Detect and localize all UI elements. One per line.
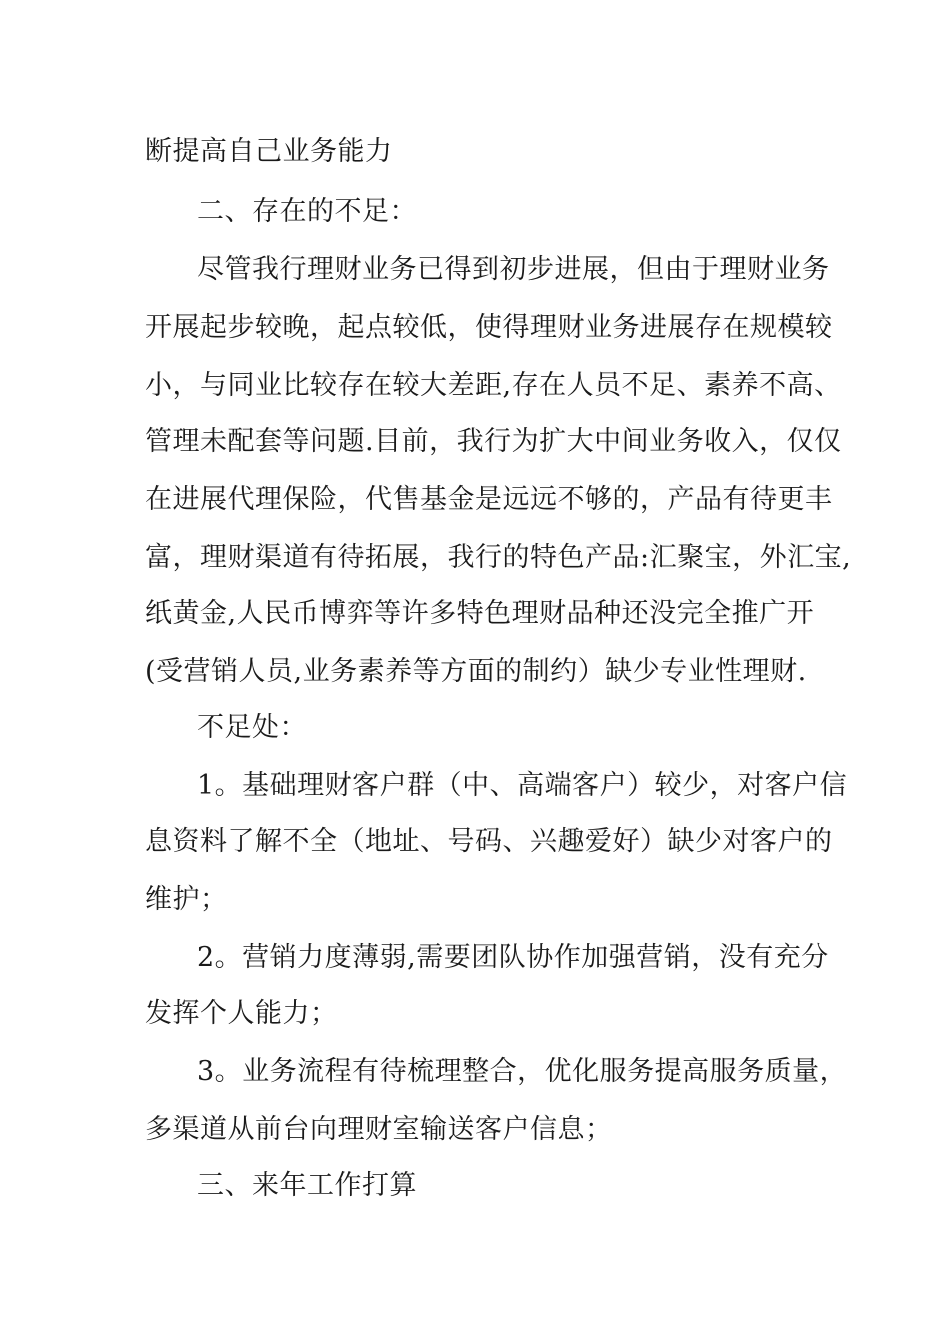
paragraph-line: 小，与同业比较存在较大差距,存在人员不足、素养不高、 [145, 370, 842, 401]
list-item-1-line: 息资料了解不全（地址、号码、兴趣爱好）缺少对客户的 [145, 826, 833, 857]
paragraph-line: 在进展代理保险，代售基金是远远不够的，产品有待更丰 [145, 484, 833, 515]
list-item-3-line: 多渠道从前台向理财室输送客户信息； [145, 1114, 613, 1145]
list-item-3-line: 3。业务流程有待梳理整合，优化服务提高服务质量， [197, 1056, 848, 1087]
paragraph-line: 开展起步较晚，起点较低，使得理财业务进展存在规模较 [145, 312, 833, 343]
list-item-1-line: 1。基础理财客户群（中、高端客户）较少，对客户信 [197, 770, 848, 801]
paragraph-continuation-line: 断提高自己业务能力 [145, 136, 393, 167]
section-heading-next-year-plan: 三、来年工作打算 [197, 1170, 417, 1201]
paragraph-line: 尽管我行理财业务已得到初步进展，但由于理财业务 [197, 254, 830, 285]
paragraph-line: 富，理财渠道有待拓展，我行的特色产品:汇聚宝，外汇宝, [145, 542, 852, 573]
list-item-1-line: 维护； [145, 884, 228, 915]
paragraph-line: (受营销人员,业务素养等方面的制约）缺少专业性理财. [145, 656, 807, 687]
paragraph-line: 纸黄金,人民币博弈等许多特色理财品种还没完全推广开 [145, 598, 815, 629]
paragraph-line: 管理未配套等问题.目前，我行为扩大中间业务收入，仅仅 [145, 426, 842, 457]
section-heading-shortcomings: 二、存在的不足： [197, 196, 417, 227]
list-item-2-line: 发挥个人能力； [145, 998, 338, 1029]
list-item-2-line: 2。营销力度薄弱,需要团队协作加强营销，没有充分 [197, 942, 829, 973]
subheading-deficiencies: 不足处： [197, 712, 307, 743]
